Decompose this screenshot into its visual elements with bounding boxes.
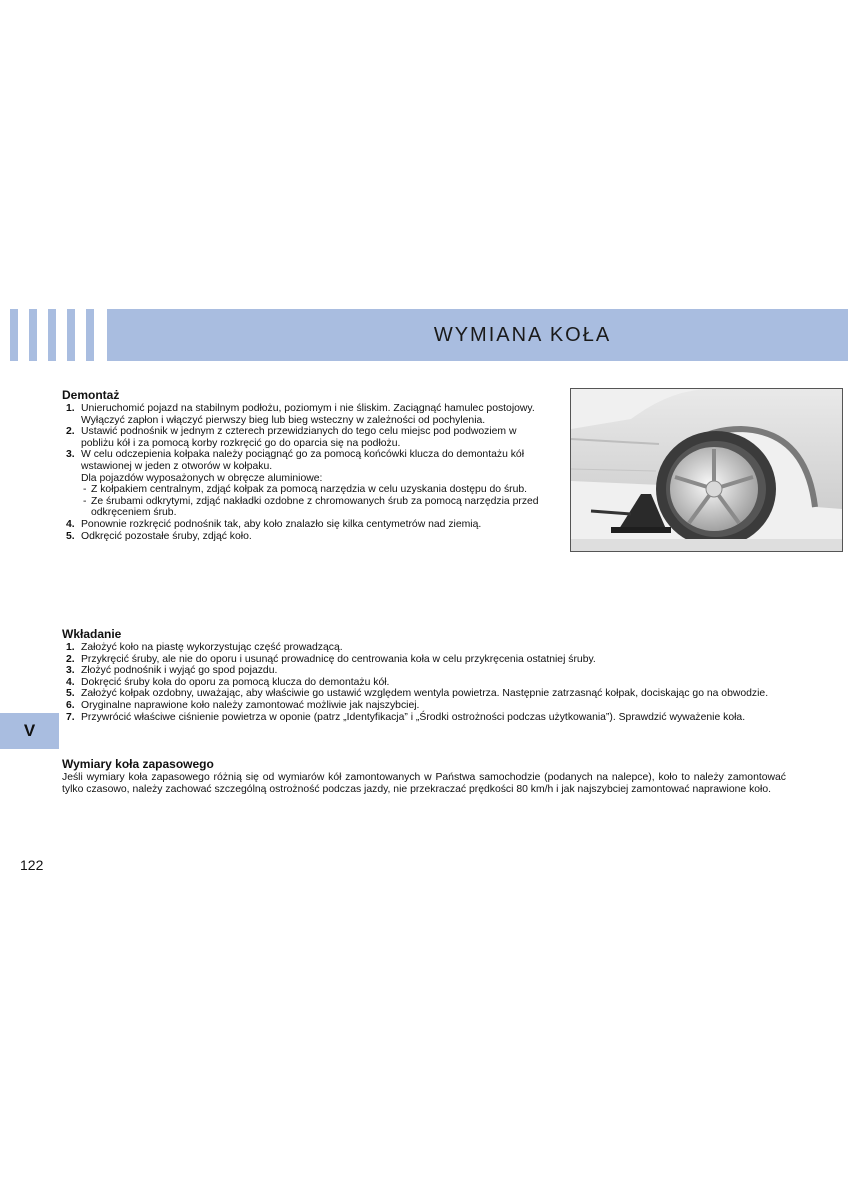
item-text: Ustawić podnośnik w jednym z czterech przewidzianych do tego celu miejsc pod podwoziem w pobliżu kół i za pomocą korby rozkręcić go do oparcia się na podłożu. — [81, 426, 517, 449]
item-text: Oryginalne naprawione koło należy zamontować możliwie jak najszybciej. — [81, 699, 420, 711]
item-text: Odkręcić pozostałe śruby, zdjąć koło. — [81, 530, 252, 542]
wymiary-section — [62, 757, 786, 795]
item-number: 5. — [66, 688, 75, 700]
demontaz-heading: Demontaż — [62, 388, 120, 402]
title-bar — [107, 309, 848, 361]
stripe — [86, 309, 94, 361]
item-text: Unieruchomić pojazd na stabilnym podłożu, poziomym i nie śliskim. Zaciągnąć hamulec postojowy. — [81, 403, 535, 414]
item-number: 4. — [66, 518, 75, 530]
list-item — [62, 712, 792, 724]
item-text: Złożyć podnośnik i wyjąć go spod pojazdu. — [81, 665, 278, 677]
item-text: Przywrócić właściwe ciśnienie powietrza w oponie (patrz „Identyfikacja” i „Środki ostrożności podczas użytkowania”). Sprawdzić wyważenie koła. — [81, 711, 746, 723]
wymiary-text: Jeśli wymiary koła zapasowego różnią się od wymiarów kół zamontowanych w Państwa samochodzie (podanych na nalepce), koło to należy zamontować tylko czasowo, należy zachować szczególną ostrożność podczas jazdy, nie przekraczać prędkości 80 km/h i jak najszybciej zamontować naprawione koło. — [62, 772, 786, 795]
item-number: 1. — [66, 403, 75, 414]
item-text: Założyć kołpak ozdobny, uważając, aby właściwie go ustawić względem wentyla powietrza. Następnie zatrzasnąć kołpak, dociskając go na obwodzie. — [81, 688, 769, 700]
stripe — [10, 309, 18, 361]
wkladanie-heading: Wkładanie — [62, 627, 122, 641]
wkladanie-section — [62, 627, 792, 723]
sub-list-item: - Z kołpakiem centralnym, zdjąć kołpak za pomocą narzędzia w celu uzyskania dostępu do śrub. — [81, 484, 540, 496]
car-wheel-illustration — [571, 389, 842, 551]
list-item — [62, 531, 540, 543]
item-text: Ponownie rozkręcić podnośnik tak, aby koło znalazło się kilka centymetrów nad ziemią. — [81, 518, 482, 530]
stripe — [67, 309, 75, 361]
demontaz-list — [62, 403, 540, 542]
stripe — [29, 309, 37, 361]
demontaz-section — [62, 388, 540, 542]
item-number: 6. — [66, 699, 75, 711]
wkladanie-list — [62, 642, 792, 723]
list-item — [62, 665, 792, 677]
wymiary-heading: Wymiary koła zapasowego — [62, 757, 214, 771]
item-extra-text: Dla pojazdów wyposażonych w obręcze aluminiowe: — [81, 472, 323, 484]
section-tab: V — [0, 713, 59, 749]
sub-list — [81, 484, 540, 519]
list-item — [62, 688, 792, 700]
item-number: 4. — [66, 676, 75, 688]
header-stripes — [0, 309, 110, 361]
wheel-jack-photo — [570, 388, 843, 552]
item-text: Dokręcić śruby koła do oporu za pomocą klucza do demontażu kół. — [81, 676, 390, 688]
item-text: Przykręcić śruby, ale nie do oporu i usunąć prowadnicę do centrowania koła w celu przykręcenia ostatniej śruby. — [81, 653, 596, 665]
list-item — [62, 449, 540, 519]
item-number: 5. — [66, 530, 75, 542]
page-number: 122 — [20, 857, 44, 873]
item-number: 3. — [66, 665, 75, 677]
list-item — [62, 700, 792, 712]
item-number: 2. — [66, 426, 75, 438]
list-item — [62, 654, 792, 666]
item-number: 3. — [66, 449, 75, 461]
list-item — [62, 519, 540, 531]
item-number: 2. — [66, 653, 75, 665]
list-item — [62, 642, 792, 654]
list-item — [62, 426, 540, 449]
list-item — [62, 403, 540, 426]
item-number: 7. — [66, 711, 75, 723]
page-title: WYMIANA KOŁA — [433, 323, 612, 346]
item-extra-text: Wyłączyć zapłon i włączyć pierwszy bieg lub bieg wsteczny w zależności od pochylenia. — [81, 414, 486, 426]
sub-list-item: - Ze śrubami odkrytymi, zdjąć nakładki ozdobne z chromowanych śrub za pomocą narzędzia przed odkręceniem śrub. — [81, 496, 540, 519]
stripe — [48, 309, 56, 361]
item-text: W celu odczepienia kołpaka należy pociągnąć go za pomocą końcówki klucza do demontażu kół wstawionej w jeden z otworów w kołpaku. — [81, 449, 525, 472]
item-text: Założyć koło na piastę wykorzystując część prowadzącą. — [81, 642, 343, 653]
list-item — [62, 677, 792, 689]
item-number: 1. — [66, 642, 75, 653]
